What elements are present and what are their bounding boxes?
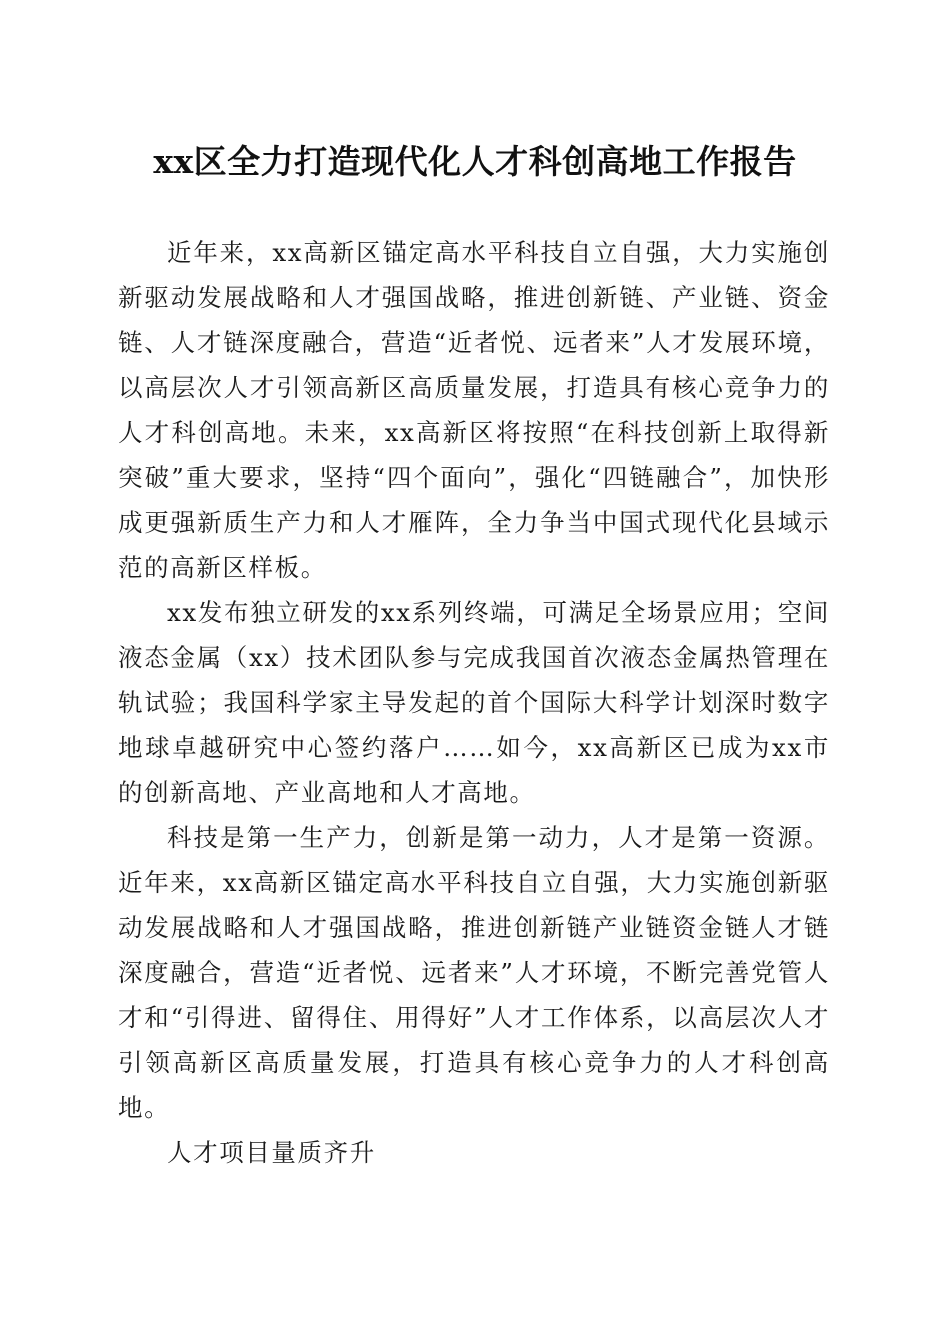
document-body xyxy=(118,230,830,1175)
section-heading: 人才项目量质齐升 xyxy=(167,1138,376,1167)
document-title: xx区全力打造现代化人才科创高地工作报告 xyxy=(153,142,797,181)
paragraph: xx发布独立研发的xx系列终端，可满足全场景应用；空间液态金属（xx）技术团队参与完成我国首次液态金属热管理在轨试验；我国科学家主导发起的首个国际大科学计划深时数字地球卓越研究中心签约落户……如今，xx高新区已成为xx市的创新高地、产业高地和人才高地。 xyxy=(118,598,830,807)
paragraph: 近年来，xx高新区锚定高水平科技自立自强，大力实施创新驱动发展战略和人才强国战略，推进创新链、产业链、资金链、人才链深度融合，营造“近者悦、远者来”人才发展环境，以高层次人才引领高新区高质量发展，打造具有核心竞争力的人才科创高地。未来，xx高新区将按照“在科技创新上取得新突破”重大要求，坚持“四个面向”，强化“四链融合”，加快形成更强新质生产力和人才雁阵，全力争当中国式现代化县域示范的高新区样板。 xyxy=(118,238,830,582)
paragraph: 科技是第一生产力，创新是第一动力，人才是第一资源。近年来，xx高新区锚定高水平科技自立自强，大力实施创新驱动发展战略和人才强国战略，推进创新链产业链资金链人才链深度融合，营造“近者悦、远者来”人才环境，不断完善党管人才和“引得进、留得住、用得好”人才工作体系，以高层次人才引领高新区高质量发展，打造具有核心竞争力的人才科创高地。 xyxy=(118,823,830,1122)
